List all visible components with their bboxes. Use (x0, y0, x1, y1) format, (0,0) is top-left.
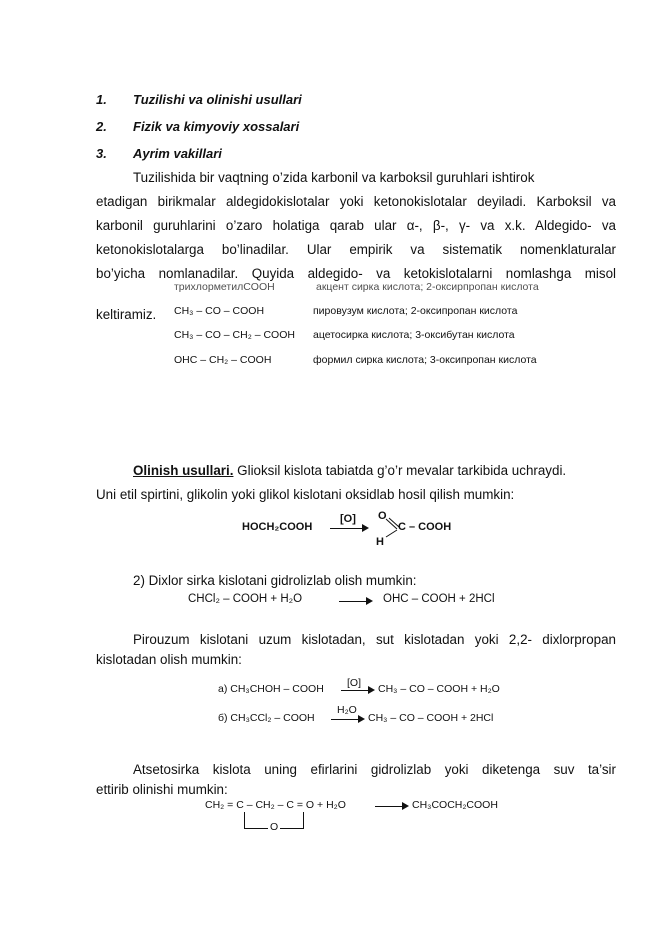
table-overlay-left: трихлорметилCOOH (174, 281, 275, 293)
eq1-arrow-line (330, 528, 363, 529)
olinish-usullari-label: Olinish usullari. (133, 463, 234, 478)
eq3-reagent: [O] (347, 677, 362, 689)
heading-number-2: 2. (96, 119, 107, 134)
heading-3: Ayrim vakillari (133, 146, 222, 161)
eq2-left: CHCl₂ – COOH + H₂O (188, 593, 303, 605)
para4-line2: kislotadan olish mumkin: (96, 652, 242, 667)
para1-line3: karbonil guruhlarini o’zaro holatiga qarab ular α-, β-, γ- va x.k. Aldegido- va (96, 218, 616, 233)
eq5-arrow-line (375, 806, 403, 807)
eq3-arrow-head (368, 686, 375, 694)
para2-line2: Uni etil spirtini, glikolin yoki glikol kislotani oksidlab hosil qilish mumkin: (96, 487, 515, 502)
eq1-reactant: HOCH₂COOH (242, 521, 313, 533)
table-name-3: формил сирка кислота; 3-оксипропан кислота (313, 354, 537, 366)
eq1-product: C – COOH (398, 521, 452, 533)
table-formula-1: CH₃ – CO – COOH (174, 305, 265, 317)
para1-line4: ketonokislotalarga bo’linadilar. Ular empirik va sistematik nomenklaturalar (96, 242, 616, 257)
eq4-arrow-head (358, 715, 365, 723)
eq5-ring-o: O (270, 821, 279, 833)
para1-line6: keltiramiz. (96, 307, 157, 322)
para2-line1 (133, 463, 566, 478)
eq1-o: O (378, 510, 387, 522)
para4-line1: Pirouzum kislotani uzum kislotadan, sut kislotadan yoki 2,2- dixlorpropan (133, 632, 616, 647)
table-formula-3: OHC – CH₂ – COOH (174, 354, 272, 366)
para5-line2: ettirib olinishi mumkin: (96, 782, 228, 797)
para1-line2: etadigan birikmalar aldegidokislotalar yoki ketonokislotalar deyiladi. Karboksil va (96, 194, 616, 209)
eq4-reagent: H₂O (337, 704, 357, 716)
para3: 2) Dixlor sirka kislotani gidrolizlab olish mumkin: (133, 573, 417, 588)
eq1-h: H (376, 536, 384, 548)
eq4-left: б) CH₃CCl₂ – COOH (218, 712, 315, 724)
eq3-right: CH₃ – CO – COOH + H₂O (378, 683, 500, 695)
eq1-arrow-head (362, 524, 369, 532)
eq3-arrow-line (341, 690, 369, 691)
eq1-reagent: [O] (340, 513, 356, 525)
para5-line1: Atsetosirka kislota uning efirlarini gidrolizlab yoki diketenga suv ta’sir (133, 762, 616, 777)
para1-line1: Tuzilishida bir vaqtning o’zida karbonil va karboksil guruhlari ishtirok (133, 170, 535, 185)
heading-1: Tuzilishi va olinishi usullari (133, 92, 302, 107)
table-formula-2: CH₃ – CO – CH₂ – COOH (174, 329, 295, 341)
eq3-left: a) CH₃CHOH – COOH (218, 683, 324, 695)
heading-number-3: 3. (96, 146, 107, 161)
eq4-right: CH₃ – CO – COOH + 2HCl (368, 712, 494, 724)
eq2-arrow-head (366, 597, 373, 605)
table-overlay-right: акцент сирка кислота; 2-оксирпропан кислота (316, 281, 539, 293)
eq2-arrow-line (339, 601, 367, 602)
table-name-1: пировузум кислота; 2-оксипропан кислота (313, 305, 518, 317)
heading-number-1: 1. (96, 92, 107, 107)
eq2-right: OHC – COOH + 2HCl (383, 593, 495, 605)
eq4-arrow-line (331, 719, 359, 720)
eq5-left: CH₂ = C – CH₂ – C = O + H₂O (205, 799, 346, 811)
para1-line5: bo’yicha nomlanadilar. Quyida aldegido- va ketokislotalarni nomlashga misol (96, 266, 616, 281)
heading-2: Fizik va kimyoviy xossalari (133, 119, 300, 134)
para2-line1-text: Glioksil kislota tabiatda g’o’r mevalar tarkibida uchraydi. (233, 463, 567, 478)
eq5-right: CH₃COCH₂COOH (412, 799, 498, 811)
eq5-arrow-head (402, 802, 409, 810)
table-name-2: ацетосирка кислота; 3-оксибутан кислота (313, 329, 515, 341)
